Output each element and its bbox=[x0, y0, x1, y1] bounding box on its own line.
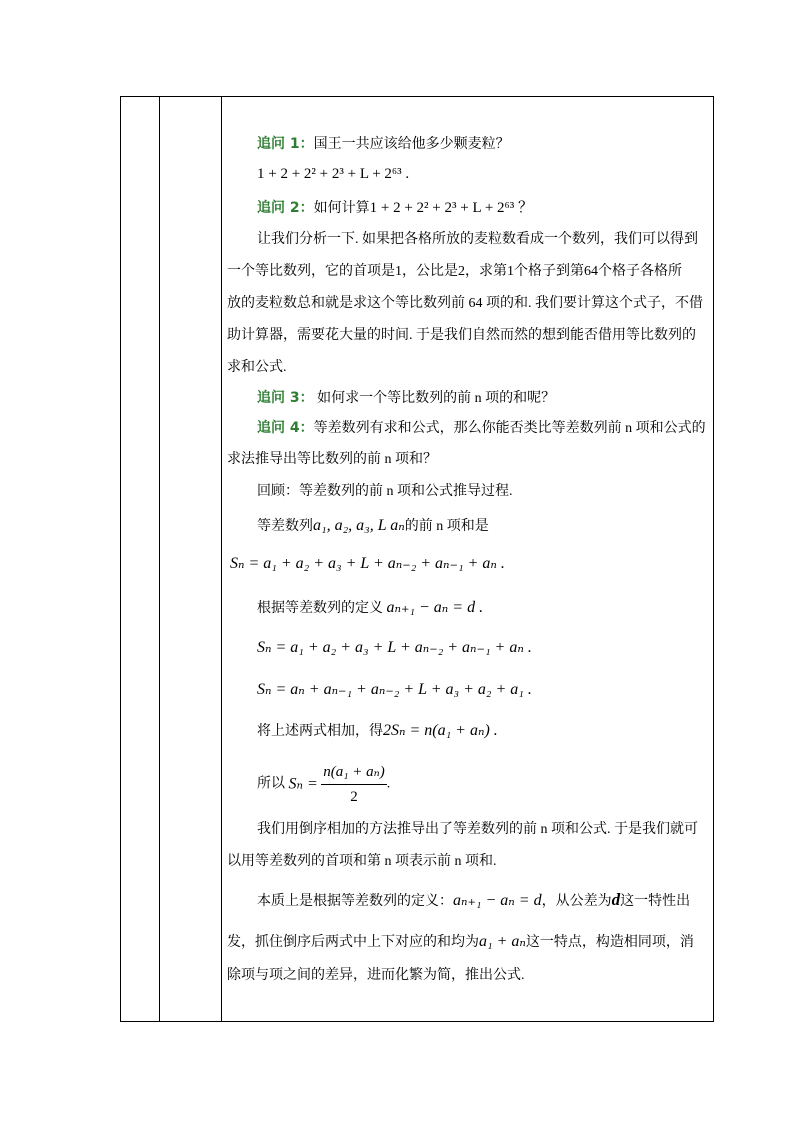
question-2-formula: 1 + 2 + 2² + 2³ + L + 2⁶³ ？ bbox=[369, 200, 533, 216]
add-line bbox=[257, 722, 498, 741]
essence-line2-pre: 发，抓住倒序后两式中上下对应的和均为 bbox=[227, 935, 479, 950]
sequence-intro-post: 的前 n 项和是 bbox=[404, 519, 489, 534]
question-3 bbox=[257, 389, 555, 408]
sn-forward-formula: Sₙ = a₁ + a₂ + a₃ + L + aₙ₋₂ + aₙ₋₁ + aₙ . bbox=[257, 639, 532, 656]
question-2 bbox=[257, 199, 533, 218]
sn-definition-formula: Sₙ = a₁ + a₂ + a₃ + L + aₙ₋₂ + aₙ₋₁ + aₙ . bbox=[230, 555, 505, 572]
add-line-formula: 2Sₙ = n(a₁ + aₙ) . bbox=[383, 722, 498, 739]
sn-reverse-formula: Sₙ = aₙ + aₙ₋₁ + aₙ₋₂ + L + a₃ + a₂ + a₁ . bbox=[257, 681, 532, 698]
table-column-1 bbox=[121, 97, 160, 1021]
question-4 bbox=[257, 419, 706, 438]
definition-text: 根据等差数列的定义 bbox=[257, 601, 383, 616]
definition-formula: aₙ₊₁ − aₙ = d . bbox=[386, 599, 484, 616]
definition-line bbox=[257, 599, 483, 618]
analysis-line-3: 放的麦粒数总和就是求这个等比数列前 64 项的和. 我们要计算这个式子，不借 bbox=[227, 296, 703, 311]
sequence-formula: a₁, a₂, a₃, L aₙ bbox=[313, 517, 405, 534]
essence-mid: ，从公差为 bbox=[541, 894, 612, 909]
question-4-text: 等差数列有求和公式，那么你能否类比等差数列前 n 项和公式的 bbox=[313, 421, 706, 436]
essence-post: 这一特性出 bbox=[620, 894, 691, 909]
question-2-label: 追问 2： bbox=[257, 200, 314, 216]
formula-geometric-sum: 1 + 2 + 2² + 2³ + L + 2⁶³ . bbox=[257, 166, 410, 182]
analysis-line-4: 助计算器，需要花大量的时间. 于是我们自然而然的想到能否借用等比数列的 bbox=[227, 328, 696, 343]
question-1-label: 追问 1： bbox=[257, 136, 314, 152]
analysis-line-5: 求和公式. bbox=[227, 360, 287, 375]
analysis-line-1: 让我们分析一下. 如果把各格所放的麦粒数看成一个数列，我们可以得到 bbox=[257, 232, 698, 247]
question-4-line-2: 求法推导出等比数列的前 n 项和？ bbox=[227, 452, 437, 467]
sequence-intro-pre: 等差数列 bbox=[257, 519, 313, 534]
essence-line-3: 除项与项之间的差异，进而化繁为简，推出公式. bbox=[227, 968, 525, 983]
essence-line2-post: 这一特点，构造相同项，消 bbox=[525, 935, 694, 950]
essence-line-1 bbox=[257, 891, 690, 911]
result-fraction bbox=[321, 761, 386, 808]
essence-formula: aₙ₊₁ − aₙ = d bbox=[453, 892, 542, 909]
review-text: 回顾：等差数列的前 n 项和公式推导过程. bbox=[257, 484, 513, 499]
question-1 bbox=[257, 135, 510, 154]
essence-d: d bbox=[611, 890, 621, 909]
question-2-text: 如何计算 bbox=[313, 201, 370, 216]
essence-line2-formula: a₁ + aₙ bbox=[479, 933, 526, 950]
result-lhs: Sₙ = bbox=[288, 775, 318, 793]
lesson-table bbox=[120, 96, 714, 1022]
conclusion-line-1: 我们用倒序相加的方法推导出了等差数列的前 n 项和公式. 于是我们就可 bbox=[257, 822, 698, 837]
fraction-numerator: n(a₁ + aₙ) bbox=[321, 761, 386, 785]
table-content-cell bbox=[222, 97, 713, 1021]
question-1-text: 国王一共应该给他多少颗麦粒？ bbox=[313, 137, 510, 152]
essence-line-2 bbox=[227, 933, 694, 952]
question-3-label: 追问 3： bbox=[257, 390, 314, 406]
sequence-intro bbox=[257, 517, 489, 536]
result-end: . bbox=[386, 776, 391, 792]
table-column-2 bbox=[160, 97, 222, 1021]
result-text: 所以 bbox=[257, 776, 285, 792]
conclusion-line-2: 以用等差数列的首项和第 n 项表示前 n 项和. bbox=[227, 854, 497, 869]
question-4-label: 追问 4： bbox=[257, 420, 314, 436]
add-line-text: 将上述两式相加，得 bbox=[257, 724, 383, 739]
analysis-line-2: 一个等比数列，它的首项是1，公比是2，求第1个格子到第64个格子各格所 bbox=[227, 264, 682, 279]
essence-pre: 本质上是根据等差数列的定义： bbox=[257, 894, 453, 909]
result-line bbox=[257, 761, 390, 808]
question-3-text: 如何求一个等比数列的前 n 项的和呢？ bbox=[313, 391, 556, 406]
fraction-denominator: 2 bbox=[350, 789, 358, 805]
